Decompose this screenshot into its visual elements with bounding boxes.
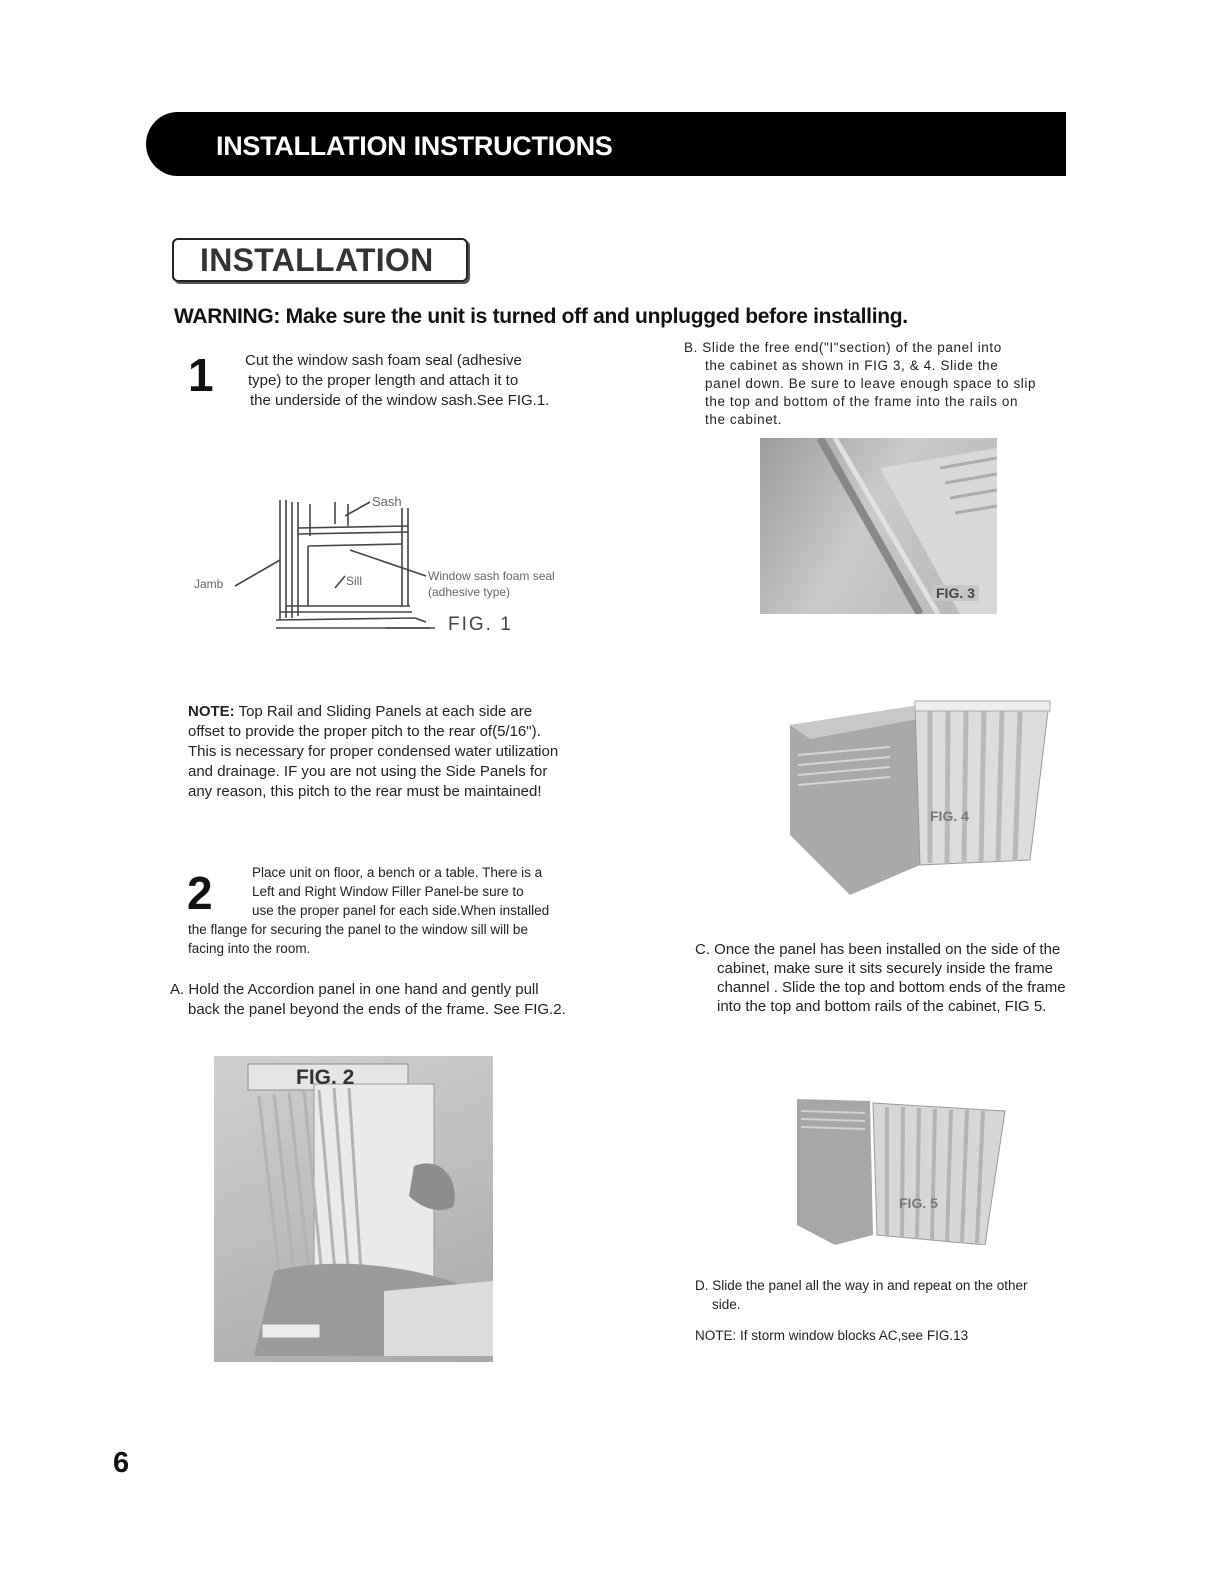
warning-text: WARNING: Make sure the unit is turned off and unplugged before installing. bbox=[174, 305, 908, 328]
fig-5-illustration bbox=[795, 1095, 1007, 1245]
step-2-line-4: the flange for securing the panel to the window sill will be bbox=[188, 922, 528, 937]
fig-2-illustration bbox=[214, 1056, 493, 1362]
fig-1-diagram bbox=[190, 488, 600, 638]
fig-3-caption: FIG. 3 bbox=[932, 585, 979, 601]
step-b-line-4: the top and bottom of the frame into the rails on bbox=[705, 394, 1019, 409]
fig-4-caption: FIG. 4 bbox=[930, 808, 969, 824]
storm-window-note: NOTE: If storm window blocks AC,see FIG.13 bbox=[695, 1328, 969, 1343]
header-bar bbox=[146, 112, 1066, 176]
step-2-line-3: use the proper panel for each side.When installed bbox=[252, 903, 550, 918]
fig-1-label-sill: Sill bbox=[346, 574, 363, 588]
fig-5-photo bbox=[795, 1095, 1007, 1245]
step-2-line-5: facing into the room. bbox=[188, 941, 311, 956]
step-b-line-2: the cabinet as shown in FIG 3, & 4. Slide the bbox=[705, 358, 999, 373]
step-c-line-1: C. Once the panel has been installed on the side of the bbox=[695, 941, 1061, 958]
note-line-1 bbox=[188, 702, 532, 722]
step-2-number: 2 bbox=[187, 867, 213, 919]
note-label: NOTE: bbox=[188, 703, 235, 720]
fig-2-photo bbox=[214, 1056, 493, 1362]
note-line-3: This is necessary for proper condensed water utilization bbox=[188, 743, 559, 760]
step-1-line-1: Cut the window sash foam seal (adhesive bbox=[245, 352, 522, 369]
fig-1-label-seal-2: (adhesive type) bbox=[428, 585, 511, 599]
step-c-line-2: cabinet, make sure it sits securely inside the frame bbox=[717, 960, 1053, 977]
window-frame-drawing bbox=[235, 500, 435, 628]
header-title: INSTALLATION INSTRUCTIONS bbox=[216, 131, 613, 161]
step-2-line-1: Place unit on floor, a bench or a table. There is a bbox=[252, 865, 543, 880]
step-d-line-1: D. Slide the panel all the way in and repeat on the other bbox=[695, 1278, 1028, 1293]
step-b-line-5: the cabinet. bbox=[705, 412, 783, 427]
step-1-line-3: the underside of the window sash.See FIG.1. bbox=[250, 392, 550, 409]
note-line-5: any reason, this pitch to the rear must be maintained! bbox=[188, 783, 542, 800]
fig-4-illustration bbox=[790, 695, 1052, 895]
step-a-line-2: back the panel beyond the ends of the frame. See FIG.2. bbox=[188, 1001, 566, 1018]
note-line-1-text: Top Rail and Sliding Panels at each side are bbox=[238, 703, 533, 720]
step-c-line-4: into the top and bottom rails of the cabinet, FIG 5. bbox=[717, 998, 1047, 1015]
fig-1-label-sash: Sash bbox=[372, 494, 402, 509]
step-d-line-2: side. bbox=[712, 1297, 741, 1312]
page-number: 6 bbox=[113, 1447, 130, 1479]
note-line-4: and drainage. IF you are not using the Side Panels for bbox=[188, 763, 548, 780]
fig-2-caption: FIG. 2 bbox=[296, 1066, 355, 1089]
fig-1-caption: FIG. 1 bbox=[448, 614, 513, 635]
fig-1-label-jamb: Jamb bbox=[194, 577, 224, 591]
step-1-number: 1 bbox=[188, 349, 214, 401]
step-a-line-1: A. Hold the Accordion panel in one hand and gently pull bbox=[170, 981, 539, 998]
step-c-line-3: channel . Slide the top and bottom ends of the frame bbox=[717, 979, 1066, 996]
fig-5-caption: FIG. 5 bbox=[899, 1195, 938, 1211]
note-line-2: offset to provide the proper pitch to the rear of(5/16"). bbox=[188, 723, 541, 740]
step-b-line-3: panel down. Be sure to leave enough space to slip bbox=[705, 376, 1037, 391]
section-title: INSTALLATION bbox=[200, 242, 434, 278]
fig-4-photo bbox=[790, 695, 1052, 895]
step-b-line-1: B. Slide the free end("I"section) of the panel into bbox=[684, 340, 1002, 355]
section-title-box bbox=[172, 238, 468, 282]
step-1-line-2: type) to the proper length and attach it to bbox=[248, 372, 519, 389]
step-2-line-2: Left and Right Window Filler Panel-be sure to bbox=[252, 884, 524, 899]
fig-3-photo bbox=[760, 438, 997, 614]
fig-1-label-seal-1: Window sash foam seal bbox=[428, 569, 555, 583]
